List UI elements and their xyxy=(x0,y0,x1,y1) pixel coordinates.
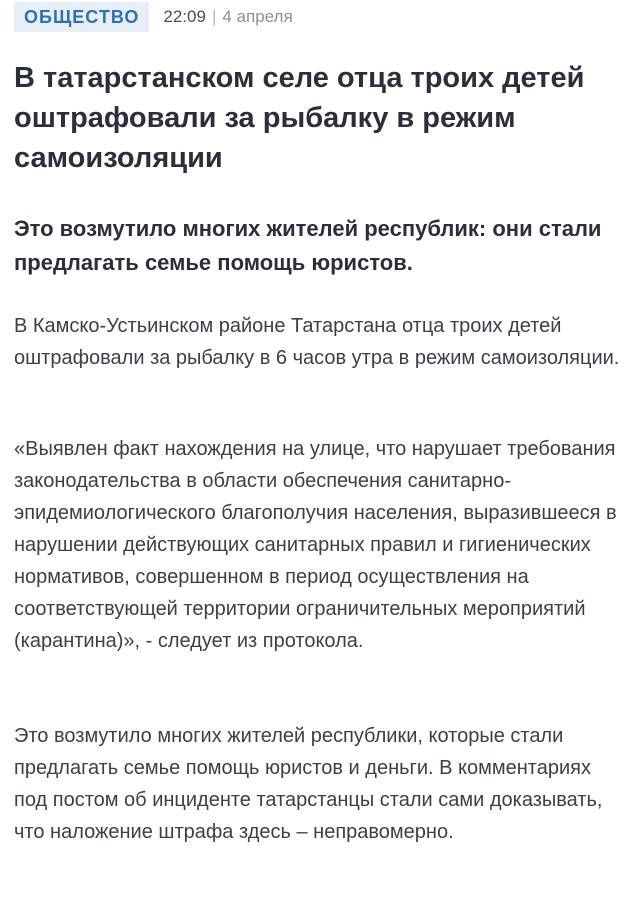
article-headline: В татарстанском селе отца троих детей оштрафовали за рыбалку в режим самоизоляции xyxy=(14,62,585,174)
publish-time: 22:09 xyxy=(163,7,206,26)
article-paragraph: Это возмутило многих жителей республики, которые стали предлагать семье помощь юристов и деньги. В комментариях под постом об инциденте татарстанцы стали сами доказывать, что наложение штрафа здесь – неправомерно. xyxy=(14,725,603,843)
article-paragraph: «Выявлен факт нахождения на улице, что нарушает требования законодательства в области обеспечения санитарно-эпидемиологического благополучия населения, выразившееся в нарушении действующих санитарных правил и гигиенических нормативов, совершенном в период осуществления на соответствующей территории ограничительных мероприятий (карантина)», - следует из протокола. xyxy=(14,438,617,652)
article-lead: Это возмутило многих жителей республик: они стали предлагать семье помощь юристов. xyxy=(14,216,602,275)
publish-date: 4 апреля xyxy=(222,7,293,26)
meta-separator: | xyxy=(211,7,217,26)
article-paragraph: В Камско-Устьинском районе Татарстана отца троих детей оштрафовали за рыбалку в 6 часов утра в режим самоизоляции. xyxy=(14,315,620,369)
category-badge[interactable]: ОБЩЕСТВО xyxy=(14,2,149,32)
article-meta xyxy=(14,2,293,32)
